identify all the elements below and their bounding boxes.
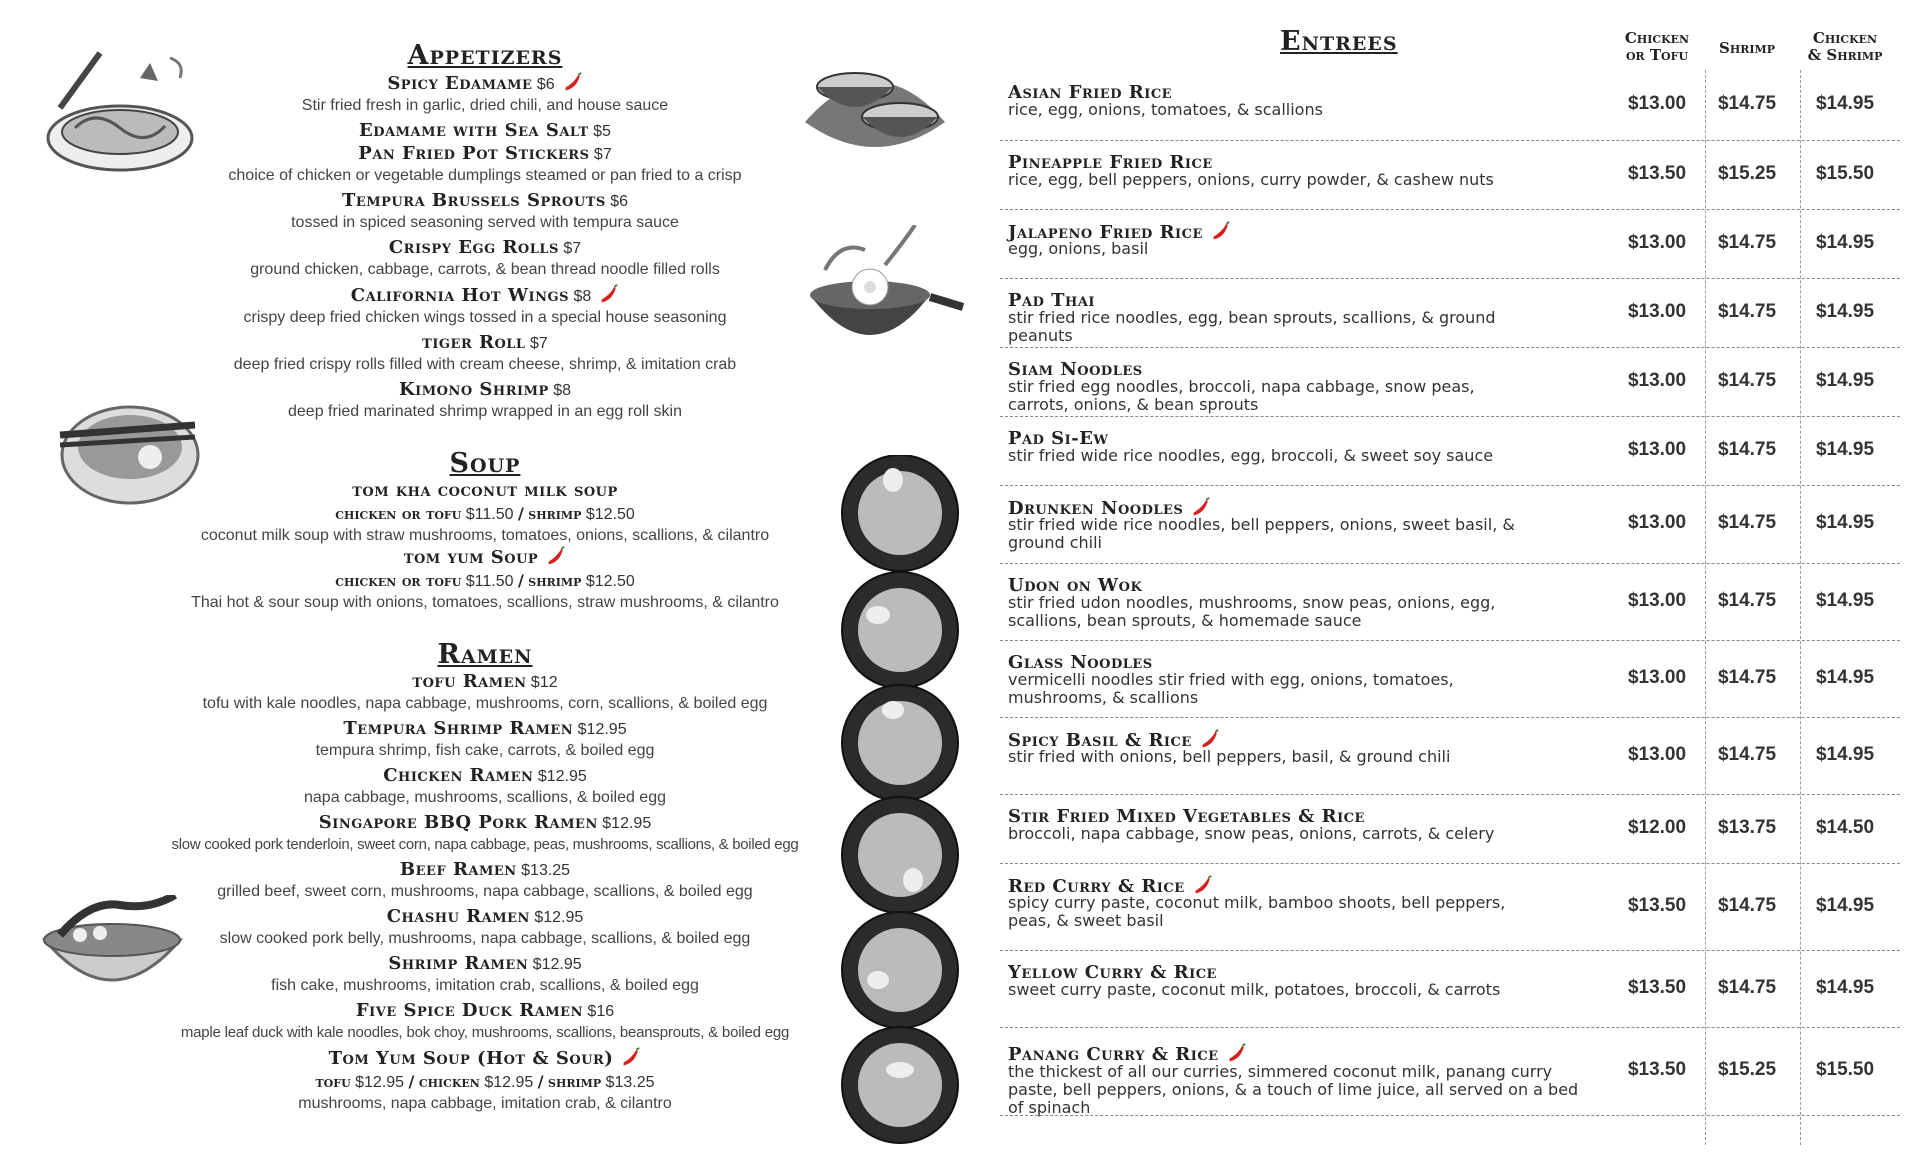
item-description: tempura shrimp, fish cake, carrots, & boiled egg [315,742,655,759]
menu-item: Tempura Brussels Sprouts $6 [341,190,629,211]
entree-description: stir fried egg noodles, broccoli, napa cabbage, snow peas, carrots, onions, & bean sprouts [1008,377,1475,414]
entree-price: $14.95 [1815,977,1875,998]
entree-price: $14.75 [1717,590,1777,611]
item-description: deep fried crispy rolls filled with cream cheese, shrimp, & imitation crab [233,356,737,373]
entree-description: stir fried rice noodles, egg, bean sprouts, scallions, & ground peanuts [1008,308,1496,345]
entree-row [1000,950,1900,1028]
chili-icon [544,546,566,568]
entree-row [1000,278,1900,348]
entree-name: Red Curry & Rice [1008,875,1213,897]
item-description: tofu with kale noodles, napa cabbage, mushrooms, corn, scallions, & boiled egg [202,695,768,712]
menu-item: tiger Roll $7 [422,332,548,353]
entree-price: $14.50 [1815,817,1875,838]
entree-price: $13.50 [1627,163,1687,184]
entree-name: Pad Thai [1008,290,1096,311]
column-header-chicken-tofu: Chicken or Tofu [1624,29,1690,64]
menu-item: California Hot Wings $8 [120,284,850,308]
menu-item: Five Spice Duck Ramen $16 [355,1000,615,1021]
column-header-shrimp: Shrimp [1719,39,1775,57]
entree-name: Spicy Basil & Rice [1008,729,1220,751]
entree-price: $14.95 [1815,590,1875,611]
entree-row [1000,485,1900,564]
entree-price: $15.50 [1815,1059,1875,1080]
entree-price: $14.95 [1815,232,1875,253]
menu-item: Singapore BBQ Pork Ramen $12.95 [318,812,652,833]
item-description: slow cooked pork tenderloin, sweet corn, napa cabbage, peas, mushrooms, scallions, & boiled egg [171,836,799,853]
item-description: crispy deep fried chicken wings tossed in a special house seasoning [243,309,727,326]
entree-price: $13.00 [1627,590,1687,611]
entree-price: $13.50 [1627,1059,1687,1080]
entree-description: stir fried with onions, bell peppers, basil, & ground chili [1008,747,1451,766]
item-description: Stir fried fresh in garlic, dried chili, and house sauce [301,97,669,114]
entree-price: $14.95 [1815,301,1875,322]
entree-price: $13.00 [1627,370,1687,391]
entree-price: $13.50 [1627,895,1687,916]
item-description: coconut milk soup with straw mushrooms, tomatoes, onions, scallions, & cilantro [200,527,770,544]
entree-description: stir fried wide rice noodles, egg, broccoli, & sweet soy sauce [1008,446,1494,465]
ramen-bowl-photos [838,455,963,1145]
entree-price: $12.00 [1627,817,1687,838]
menu-item: tofu Ramen $12 [412,671,558,692]
soup-options: chicken or tofu $11.50 / shrimp $12.50 [335,571,635,590]
menu-item: Pan Fried Pot Stickers $7 [358,143,612,164]
menu-item: Tempura Shrimp Ramen $12.95 [343,718,627,739]
entree-name: Stir Fried Mixed Vegetables & Rice [1008,806,1365,827]
entree-price: $13.50 [1627,977,1687,998]
entree-description: stir fried udon noodles, mushrooms, snow peas, onions, egg, scallions, bean sprouts, & homemade sauce [1008,593,1496,630]
menu-item: Chashu Ramen $12.95 [386,906,584,927]
entree-price: $14.75 [1717,667,1777,688]
menu-item: Shrimp Ramen $12.95 [388,953,582,974]
entree-row [1000,640,1900,718]
entree-row [1000,416,1900,486]
column-header-chicken-shrimp: Chicken & Shrimp [1807,29,1883,64]
soup-options: chicken or tofu $11.50 / shrimp $12.50 [335,504,635,523]
entree-row [1000,209,1900,279]
entree-name: Yellow Curry & Rice [1008,962,1217,983]
entree-price: $14.75 [1717,895,1777,916]
entree-description: spicy curry paste, coconut milk, bamboo shoots, bell peppers, peas, & sweet basil [1008,893,1506,930]
chili-icon [561,72,583,94]
entree-row [1000,70,1900,141]
entree-price: $14.75 [1717,232,1777,253]
entree-name: Panang Curry & Rice [1008,1043,1247,1065]
entree-price: $14.75 [1717,512,1777,533]
soup-options: tofu $12.95 / chicken $12.95 / shrimp $13.25 [315,1072,655,1091]
menu-item: Edamame with Sea Salt $5 [359,120,611,141]
entree-row [1000,794,1900,864]
menu-item: Kimono Shrimp $8 [399,379,571,400]
entree-price: $15.25 [1717,1059,1777,1080]
entree-price: $14.75 [1717,93,1777,114]
entree-description: egg, onions, basil [1008,239,1149,258]
entree-name: Asian Fried Rice [1008,82,1173,103]
entree-row [1000,1027,1900,1116]
entree-price: $13.00 [1627,232,1687,253]
entree-price: $14.95 [1815,93,1875,114]
entree-description: stir fried wide rice noodles, bell peppers, onions, sweet basil, & ground chili [1008,515,1515,552]
item-description: Thai hot & sour soup with onions, tomatoes, scallions, straw mushrooms, & cilantro [191,594,779,611]
entree-price: $14.95 [1815,895,1875,916]
item-description: maple leaf duck with kale noodles, bok choy, mushrooms, scallions, beansprouts, & boiled egg [180,1024,790,1041]
entree-row [1000,563,1900,641]
menu-item: tom kha coconut milk soup [352,480,618,501]
item-description: tossed in spiced seasoning served with tempura sauce [291,214,679,231]
menu-item: Crispy Egg Rolls $7 [388,237,582,258]
entree-name: Pineapple Fried Rice [1008,152,1213,173]
entree-name: Siam Noodles [1008,359,1143,380]
entree-name: Drunken Noodles [1008,497,1211,519]
entree-price: $14.95 [1815,439,1875,460]
item-description: deep fried marinated shrimp wrapped in an egg roll skin [288,403,682,420]
entree-price: $14.75 [1717,370,1777,391]
ramen-heading: Ramen [437,639,533,670]
soup-heading: Soup [449,448,521,479]
entree-price: $14.75 [1717,977,1777,998]
entree-price: $13.00 [1627,744,1687,765]
entree-description: rice, egg, onions, tomatoes, & scallions [1008,100,1323,119]
menu-item: Tom Yum Soup (Hot & Sour) [120,1047,850,1071]
entree-price: $14.95 [1815,744,1875,765]
entree-description: rice, egg, bell peppers, onions, curry powder, & cashew nuts [1008,170,1494,189]
entree-price: $13.00 [1627,439,1687,460]
appetizers-heading: Appetizers [407,40,563,71]
entree-price: $14.75 [1717,301,1777,322]
item-description: mushrooms, napa cabbage, imitation crab, & cilantro [298,1095,672,1112]
entree-description: sweet curry paste, coconut milk, potatoes, broccoli, & carrots [1008,980,1501,999]
entree-price: $15.50 [1815,163,1875,184]
chili-icon [597,284,619,306]
entree-price: $14.95 [1815,667,1875,688]
entree-row [1000,717,1900,795]
entree-price: $14.75 [1717,439,1777,460]
menu-item: Chicken Ramen $12.95 [383,765,587,786]
item-description: ground chicken, cabbage, carrots, & bean thread noodle filled rolls [250,261,720,278]
item-description: choice of chicken or vegetable dumplings steamed or pan fried to a crisp [228,167,742,184]
entree-name: Udon on Wok [1008,575,1143,596]
chili-icon [619,1047,641,1069]
item-description: slow cooked pork belly, mushrooms, napa cabbage, scallions, & boiled egg [219,930,751,947]
menu-item: tom yum Soup [120,546,850,570]
entree-row [1000,863,1900,951]
item-description: fish cake, mushrooms, imitation crab, scallions, & boiled egg [271,977,699,994]
entree-name: Pad Si-Ew [1008,428,1109,449]
entree-description: vermicelli noodles stir fried with egg, onions, tomatoes, mushrooms, & scallions [1008,670,1454,707]
entree-description: the thickest of all our curries, simmered coconut milk, panang curry paste, bell peppers, onions, & a touch of lime juice, all served on a bed of spinach [1008,1062,1579,1117]
entree-row [1000,140,1900,210]
entree-price: $14.95 [1815,512,1875,533]
item-description: grilled beef, sweet corn, mushrooms, napa cabbage, scallions, & boiled egg [217,883,753,900]
entree-price: $14.75 [1717,744,1777,765]
item-description: napa cabbage, mushrooms, scallions, & boiled egg [304,789,666,806]
entree-price: $13.75 [1717,817,1777,838]
entree-price: $13.00 [1627,93,1687,114]
left-menu-column [120,40,850,1118]
entree-price: $13.00 [1627,301,1687,322]
entrees-heading: Entrees [1280,26,1398,57]
menu-item: Beef Ramen $13.25 [399,859,571,880]
entree-name: Glass Noodles [1008,652,1153,673]
entree-price: $13.00 [1627,667,1687,688]
entree-description: broccoli, napa cabbage, snow peas, onions, carrots, & celery [1008,824,1495,843]
entree-name: Jalapeno Fried Rice [1008,221,1231,243]
entree-price: $13.00 [1627,512,1687,533]
entree-price: $14.95 [1815,370,1875,391]
entree-price: $15.25 [1717,163,1777,184]
entree-row [1000,347,1900,417]
menu-item: Spicy Edamame $6 [120,72,850,96]
